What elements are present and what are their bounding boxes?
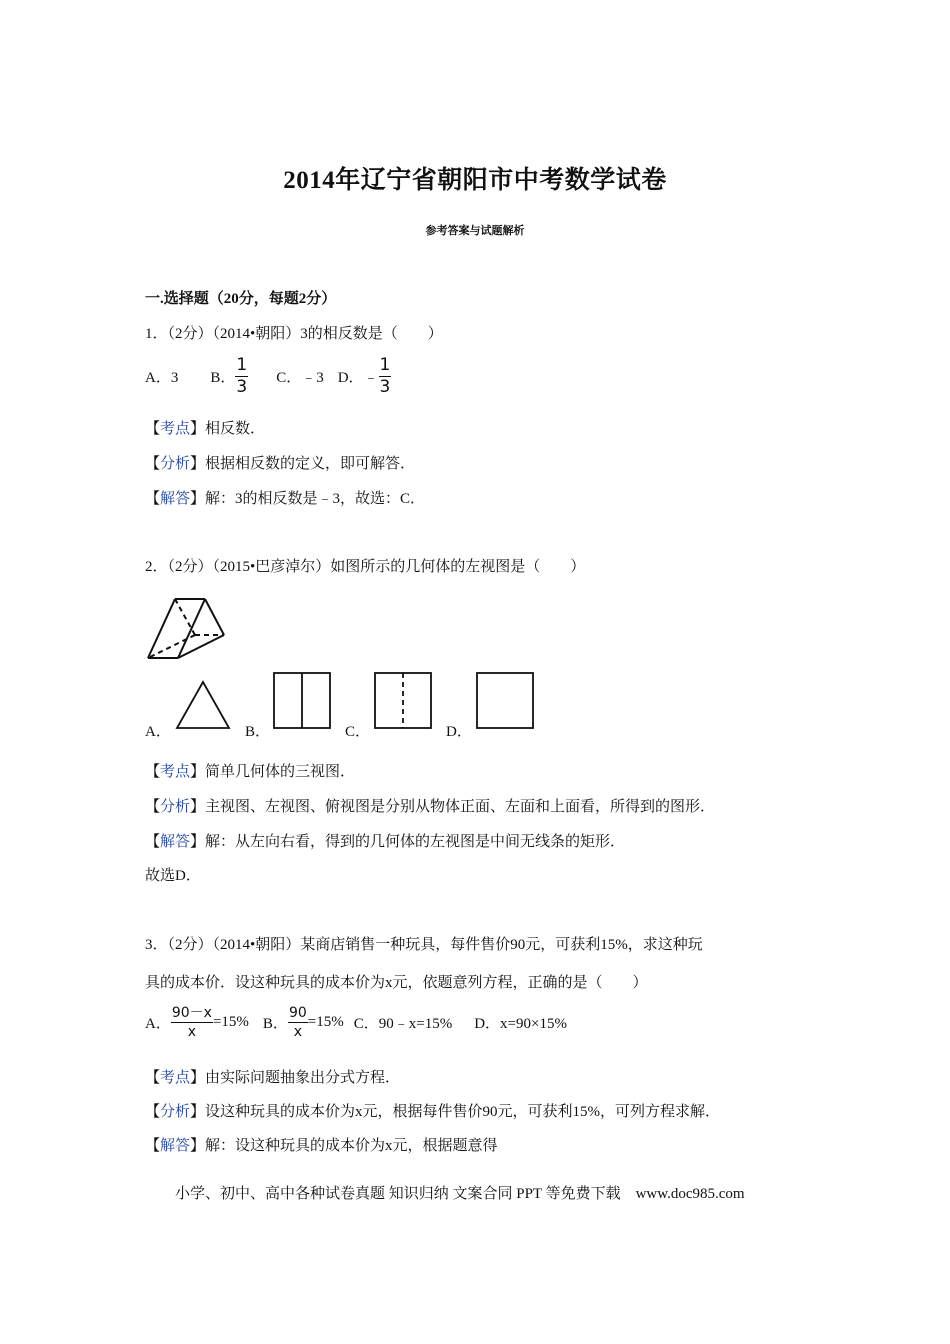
fenxi-tag: 分析 — [160, 799, 191, 815]
jieda-tag: 解答 — [160, 1138, 191, 1154]
q3-option-b-suffix: =15% — [307, 1014, 344, 1030]
q3-stem-line2: 具的成本价．设这种玩具的成本价为x元，依题意列方程，正确的是（ ） — [145, 975, 648, 991]
q3-option-a-prefix: A． — [145, 1016, 171, 1032]
q3-option-d: D．x=90×15% — [474, 1016, 567, 1032]
q1-options — [145, 357, 391, 396]
q1-option-d-fraction — [379, 357, 392, 396]
q2-option-c: C． — [345, 724, 371, 740]
q2-option-b: B． — [245, 724, 271, 740]
jieda-tag: 解答 — [160, 834, 191, 850]
page-footer: 小学、初中、高中各种试卷真题 知识归纳 文案合同 PPT 等免费下载 www.doc985.com — [175, 1186, 745, 1202]
q2-option-a: A． — [145, 724, 171, 740]
fraction-denominator: x — [187, 1024, 197, 1040]
q2-conclusion: 故选D． — [145, 868, 201, 884]
q1-option-d-prefix: D．﹣ — [337, 370, 379, 386]
q3-fenxi: 【分析】设这种玩具的成本价为x元，根据每件售价90元，可获利15%，可列方程求解． — [145, 1104, 721, 1120]
section-heading: 一.选择题（20分，每题2分） — [145, 291, 337, 307]
fenxi-tag: 分析 — [160, 456, 191, 472]
q3-options — [145, 1006, 567, 1039]
q3-option-a-fraction — [171, 1006, 213, 1039]
page-subtitle: 参考答案与试题解析 — [425, 224, 525, 237]
kaodian-tag: 考点 — [160, 1070, 191, 1086]
q1-jieda: 【解答】解：3的相反数是﹣3，故选：C． — [145, 491, 426, 507]
q1-option-b-prefix: B． — [210, 370, 236, 386]
q3-option-a-suffix: =15% — [212, 1014, 249, 1030]
q2-prism-figure — [140, 595, 230, 665]
q1-kaodian: 【考点】相反数． — [145, 421, 266, 437]
fraction-denominator: x — [293, 1024, 302, 1040]
q2-jieda: 【解答】解：从左向右看，得到的几何体的左视图是中间无线条的矩形． — [145, 834, 626, 850]
q3-stem-line1: 3．（2分）（2014•朝阳）某商店销售一种玩具，每件售价90元，可获利15%，求这种玩 — [145, 937, 703, 953]
rectangle-solid-line-icon — [273, 672, 333, 730]
triangle-view-icon — [175, 680, 231, 730]
q1-option-b-fraction — [235, 357, 248, 396]
rectangle-plain-icon — [476, 672, 536, 730]
q3-kaodian: 【考点】由实际问题抽象出分式方程． — [145, 1070, 401, 1086]
fenxi-tag: 分析 — [160, 1104, 191, 1120]
rectangle-dashed-line-icon — [374, 672, 434, 730]
q1-fenxi: 【分析】根据相反数的定义，即可解答． — [145, 456, 416, 472]
jieda-tag: 解答 — [160, 491, 191, 507]
fraction-denominator: 3 — [379, 377, 391, 397]
kaodian-tag: 考点 — [160, 421, 191, 437]
q3-option-b-prefix: B． — [262, 1016, 288, 1032]
q2-stem: 2．（2分）（2015•巴彦淖尔）如图所示的几何体的左视图是（ ） — [145, 559, 586, 575]
q3-option-c: C．90﹣x=15% — [353, 1016, 453, 1032]
q1-stem: 1．（2分）（2014•朝阳）3的相反数是（ ） — [145, 326, 443, 342]
q1-option-a: A．3 — [145, 370, 179, 386]
q3-jieda: 【解答】解：设这种玩具的成本价为x元，根据题意得 — [145, 1138, 498, 1154]
q2-fenxi: 【分析】主视图、左视图、俯视图是分别从物体正面、左面和上面看，所得到的图形． — [145, 799, 716, 815]
fraction-denominator: 3 — [236, 377, 248, 397]
fraction-numerator: 90 — [288, 1005, 307, 1021]
fraction-numerator: 1 — [379, 355, 391, 375]
kaodian-tag: 考点 — [160, 764, 191, 780]
q2-kaodian: 【考点】简单几何体的三视图． — [145, 764, 356, 780]
q1-option-c: C．﹣3 — [276, 370, 324, 386]
fraction-numerator: 90－x — [171, 1005, 212, 1021]
q3-option-b-fraction — [288, 1006, 308, 1039]
fraction-numerator: 1 — [236, 355, 248, 375]
page-title: 2014年辽宁省朝阳市中考数学试卷 — [283, 167, 667, 194]
q2-option-d: D． — [446, 724, 472, 740]
